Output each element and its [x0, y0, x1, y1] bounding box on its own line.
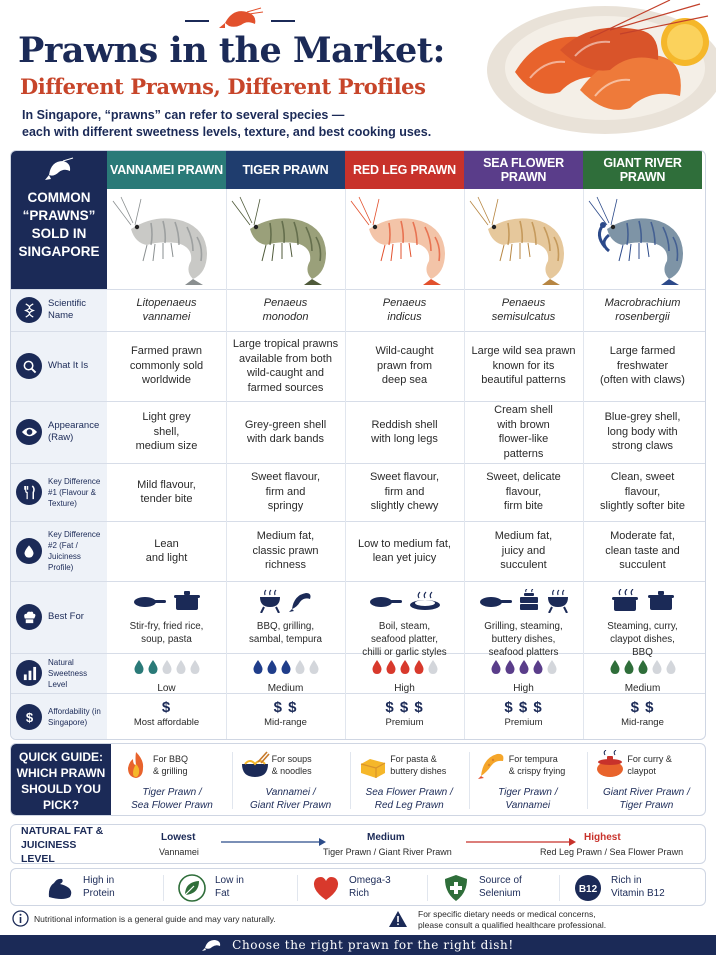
cell-best-4: Steaming, curry, claypot dishes, BBQ: [583, 589, 702, 659]
cell-key1-1: Sweet flavour, firm and springy: [250, 471, 321, 513]
nutrition-item: B12 Rich in Vitamin B12: [573, 869, 701, 907]
sweetness-drops-2: [345, 660, 464, 674]
sweetness-drops-0: [107, 660, 226, 674]
svg-text:$: $: [25, 709, 33, 725]
row-label-scientific: Scientific Name: [11, 289, 107, 331]
arrow-icon: [466, 838, 576, 846]
cell-scientific-1: Penaeus monodon: [262, 296, 309, 323]
cell-appearance-4: Blue-grey shell, long body with strong claws: [604, 411, 681, 453]
sweetness-drop-icon: [652, 660, 662, 674]
medical-note: For specific dietary needs or medical concerns, please consult a qualified healthcare professional.: [418, 909, 607, 930]
sweetness-drop-icon: [400, 660, 410, 674]
fat-high-value: Red Leg Prawn / Sea Flower Prawn: [540, 847, 684, 857]
pot-icon: [172, 590, 202, 617]
heart-icon: [311, 873, 341, 903]
cell-key2-4: Moderate fat, clean taste and succulent: [605, 530, 680, 572]
row-label-appearance: Appearance (Raw): [11, 401, 107, 463]
cell-what-3: Large wild sea prawn known for its beautiful patterns: [471, 345, 576, 387]
tempura-icon: [477, 750, 507, 780]
frying-pan-icon: [132, 591, 166, 616]
cell-what-2: Wild-caught prawn from deep sea: [375, 345, 434, 387]
sweetness-drops-1: [226, 660, 345, 674]
shield-plus-icon: [441, 873, 471, 903]
sweetness-label-0: Low: [157, 683, 176, 694]
cell-best-2: Boil, steam, seafood platter, chilli or garlic styles: [345, 589, 464, 659]
cell-appearance-3: Cream shell with brown flower-like patterns: [494, 404, 553, 460]
cell-scientific-4: Macrobrachium rosenbergii: [604, 296, 681, 323]
quick-guide-item: For BBQ & grilling Tiger Prawn / Sea Flower Prawn: [113, 744, 231, 816]
affordability-2: $ $ $ Premium: [385, 699, 424, 728]
row-label-aff: $ Affordability (in Singapore): [11, 693, 107, 740]
sweetness-drop-icon: [505, 660, 515, 674]
prawn-icon: [43, 157, 75, 183]
sweetness-drop-icon: [295, 660, 305, 674]
cell-appearance-0: Light grey shell, medium size: [135, 411, 198, 453]
table-corner-label: COMMON “PRAWNS” SOLD IN SINGAPORE: [11, 151, 107, 289]
row-icon-sweet: [16, 660, 42, 686]
cell-key1-3: Sweet, delicate flavour, firm bite: [486, 471, 561, 513]
cell-appearance-1: Grey-green shell with dark bands: [244, 418, 327, 445]
noodle-bowl-icon: [240, 750, 270, 780]
prawn-plate-image: [470, 0, 716, 146]
cell-what-4: Large farmed freshwater (often with claws): [600, 345, 685, 387]
column-header-2: RED LEG PRAWN: [345, 151, 464, 189]
nutrition-item: High in Protein: [45, 869, 173, 907]
sweetness-label-1: Medium: [267, 683, 304, 694]
arrow-icon: [221, 838, 326, 846]
cell-appearance-2: Reddish shell with long legs: [371, 418, 438, 445]
prawn-image-0: [111, 195, 222, 287]
intro-text: In Singapore, “prawns” can refer to several species — each with different sweetness levels, texture, and best cooking uses.: [22, 108, 432, 139]
sweetness-drop-icon: [519, 660, 529, 674]
sweetness-drop-icon: [638, 660, 648, 674]
cell-key2-1: Medium fat, classic prawn richness: [252, 530, 319, 572]
row-label-best: Best For: [11, 581, 107, 653]
quick-guide: [10, 743, 706, 816]
column-header-4: GIANT RIVER PRAWN: [583, 151, 702, 189]
cell-key1-4: Clean, sweet flavour, slightly softer bite: [600, 471, 685, 513]
sweetness-drop-icon: [176, 660, 186, 674]
cell-key2-2: Low to medium fat, lean yet juicy: [358, 537, 451, 564]
header-prawn-icon: [185, 6, 295, 32]
fat-high-label: Highest: [584, 832, 621, 843]
frying-pan-icon: [478, 591, 512, 616]
column-header-1: TIGER PRAWN: [226, 151, 345, 189]
cell-what-1: Large tropical prawns available from both wild-caught and farmed sources: [232, 338, 339, 394]
sweetness-label-4: Medium: [624, 683, 661, 694]
affordability-0: $ Most affordable: [133, 699, 200, 728]
muscle-icon: [45, 873, 75, 903]
sweetness-drop-icon: [414, 660, 424, 674]
cell-what-0: Farmed prawn commonly sold worldwide: [129, 345, 204, 387]
row-icon-best: [16, 604, 42, 630]
sweetness-drops-4: [583, 660, 702, 674]
row-icon-what: [16, 353, 42, 379]
nutrition-item: Low in Fat: [177, 869, 305, 907]
cell-best-3: Grilling, steaming, buttery dishes, seafood platters: [464, 589, 583, 659]
warning-icon: [388, 910, 408, 928]
bbq-grill-icon: [258, 589, 282, 618]
page-subtitle: Different Prawns, Different Profiles: [20, 74, 426, 99]
row-icon-scientific: [16, 297, 42, 323]
cell-key2-0: Lean and light: [145, 537, 188, 564]
info-icon: [12, 910, 29, 927]
sweetness-drop-icon: [148, 660, 158, 674]
sweetness-drop-icon: [624, 660, 634, 674]
sweetness-drop-icon: [666, 660, 676, 674]
prawn-image-4: [587, 195, 698, 287]
b12-icon: B12: [573, 873, 603, 903]
prawn-image-3: [468, 195, 579, 287]
tempura-prawn-icon: [288, 589, 314, 618]
sweetness-drop-icon: [253, 660, 263, 674]
affordability-1: $ $ Mid-range: [264, 699, 307, 728]
sweetness-drop-icon: [281, 660, 291, 674]
column-header-0: VANNAMEI PRAWN: [107, 151, 226, 189]
column-header-3: SEA FLOWER PRAWN: [464, 151, 583, 189]
quick-guide-item: For curry & claypot Giant River Prawn / Tiger Prawn: [587, 744, 705, 816]
sweetness-drop-icon: [134, 660, 144, 674]
sweetness-drop-icon: [428, 660, 438, 674]
row-label-what: What It Is: [11, 331, 107, 401]
fire-icon: [121, 750, 151, 780]
bbq-grill-icon: [546, 589, 570, 618]
sweetness-drop-icon: [610, 660, 620, 674]
cell-best-1: BBQ, grilling, sambal, tempura: [226, 589, 345, 646]
fat-mid-value: Tiger Prawn / Giant River Prawn: [323, 847, 452, 857]
cell-key2-3: Medium fat, juicy and succulent: [494, 530, 553, 572]
steamer-icon: [518, 589, 540, 618]
sweetness-drop-icon: [533, 660, 543, 674]
claypot-icon: [595, 750, 625, 780]
sweetness-label-3: High: [513, 683, 534, 694]
prawn-image-2: [349, 195, 460, 287]
quick-guide-label: QUICK GUIDE: WHICH PRAWN SHOULD YOU PICK?: [11, 744, 111, 816]
cell-best-0: Stir-fry, fried rice, soup, pasta: [107, 589, 226, 646]
cell-scientific-0: Litopenaeus vannamei: [136, 296, 197, 323]
sweetness-drop-icon: [267, 660, 277, 674]
steaming-dish-icon: [408, 590, 442, 617]
sweetness-drop-icon: [547, 660, 557, 674]
nutrition-strip: [10, 868, 706, 906]
sweetness-drop-icon: [162, 660, 172, 674]
footer-banner: Choose the right prawn for the right dish!: [0, 935, 716, 955]
sweetness-drop-icon: [386, 660, 396, 674]
affordability-4: $ $ Mid-range: [621, 699, 664, 728]
butter-icon: [358, 750, 388, 780]
nutrition-item: Source of Selenium: [441, 869, 569, 907]
row-icon-appearance: [16, 419, 42, 445]
pot-icon: [646, 590, 676, 617]
sweetness-drop-icon: [372, 660, 382, 674]
steaming-pot-icon: [610, 589, 640, 618]
fat-juiciness-scale: [10, 824, 706, 864]
frying-pan-icon: [368, 591, 402, 616]
sweetness-label-2: High: [394, 683, 415, 694]
row-icon-key1: [16, 479, 42, 505]
comparison-table: [10, 150, 706, 740]
nutrition-item: Omega-3 Rich: [311, 869, 439, 907]
sweetness-drops-3: [464, 660, 583, 674]
fat-mid-label: Medium: [367, 832, 405, 843]
page-title: Prawns in the Market:: [18, 30, 445, 71]
fat-scale-label: NATURAL FAT & JUICINESS LEVEL: [21, 825, 104, 864]
prawn-icon: [202, 938, 224, 952]
quick-guide-item: For soups & noodles Vannamei / Giant River Prawn: [232, 744, 350, 816]
cell-scientific-2: Penaeus indicus: [382, 296, 427, 323]
row-label-key1: Key Difference #1 (Flavour & Texture): [11, 463, 107, 521]
cell-key1-2: Sweet flavour, firm and slightly chewy: [369, 471, 440, 513]
cell-scientific-3: Penaeus semisulcatus: [491, 296, 556, 323]
sweetness-drop-icon: [309, 660, 319, 674]
sweetness-drop-icon: [491, 660, 501, 674]
leaf-icon: [177, 873, 207, 903]
fat-low-value: Vannamei: [159, 847, 199, 857]
row-icon-key2: [16, 538, 42, 564]
quick-guide-item: For pasta & buttery dishes Sea Flower Prawn / Red Leg Prawn: [350, 744, 468, 816]
row-label-sweet: Natural Sweetness Level: [11, 653, 107, 693]
sweetness-drop-icon: [190, 660, 200, 674]
row-label-key2: Key Difference #2 (Fat / Juiciness Profile): [11, 521, 107, 581]
affordability-3: $ $ $ Premium: [504, 699, 543, 728]
cell-key1-0: Mild flavour, tender bite: [137, 478, 196, 505]
quick-guide-item: For tempura & crispy frying Tiger Prawn / Vannamei: [469, 744, 587, 816]
row-icon-aff: [16, 704, 42, 730]
prawn-image-1: [230, 195, 341, 287]
info-note: Nutritional information is a general guide and may vary naturally.: [34, 914, 276, 924]
fat-low-label: Lowest: [161, 832, 196, 843]
